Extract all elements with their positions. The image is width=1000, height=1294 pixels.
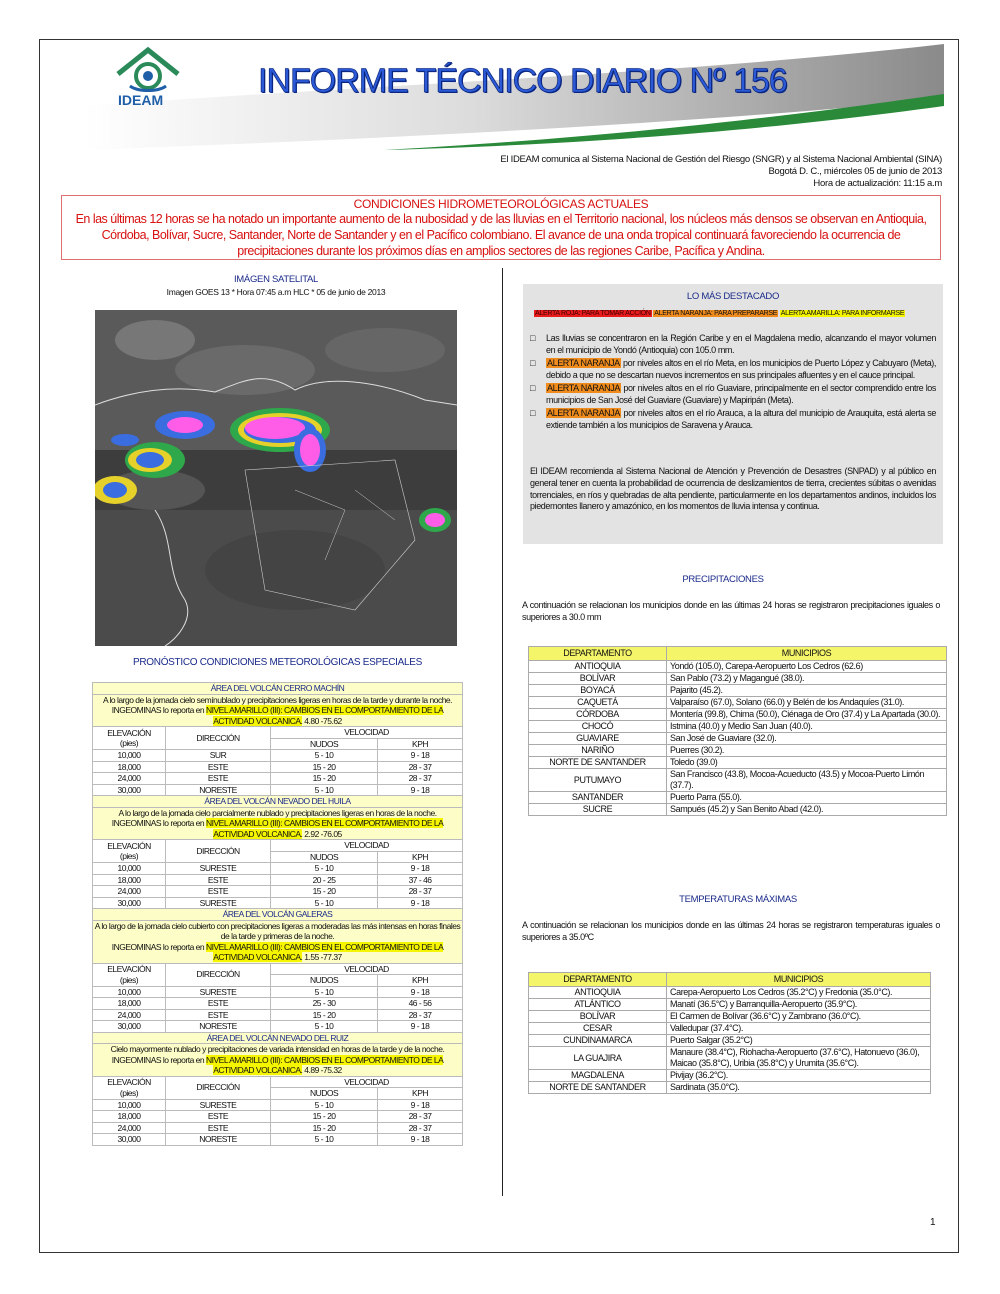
department-cell: ANTIOQUIA: [529, 987, 667, 999]
forecast-table: [92, 682, 463, 1146]
forecast-text: A lo largo de la jornada cielo cubierto con precipitaciones ligeras a moderadas las más intensas en horas finales de la tarde y primeras de la noche.: [94, 920, 461, 941]
municipalities-cell: San Pablo (73.2) y Magangué (38.0).: [667, 673, 947, 685]
col-header: DEPARTAMENTO: [529, 973, 667, 987]
table-row: [529, 757, 947, 769]
kph-cell: 28 - 37: [378, 886, 463, 898]
department-cell: CUNDINAMARCA: [529, 1035, 667, 1047]
feet-label: (pies): [119, 974, 139, 985]
alert-level: NIVEL AMARILLO (III): CAMBIOS EN EL COMPORTAMIENTO DE LA ACTIVIDAD VOLCANICA.: [205, 818, 444, 839]
kph-header: KPH: [378, 975, 463, 987]
forecast-text: A lo largo de la jornada cielo parcialmente nublado y precipitaciones ligeras en horas de la noche.: [118, 807, 437, 818]
highlights-title: LO MÁS DESTACADO: [686, 291, 780, 302]
volcano-description: [93, 1044, 463, 1077]
checkbox-icon: □: [530, 408, 536, 418]
table-row: [93, 863, 463, 875]
direction-cell: ESTE: [166, 1009, 271, 1021]
table-row: [93, 897, 463, 909]
direction-cell: NORESTE: [166, 1134, 271, 1146]
direction-cell: ESTE: [166, 1111, 271, 1123]
table-row: [93, 773, 463, 785]
municipalities-cell: Sampués (45.2) y San Benito Abad (42.0).: [667, 804, 947, 816]
kph-cell: 28 - 37: [378, 761, 463, 773]
table-row: [93, 1111, 463, 1123]
forecast-text: A lo largo de la jornada cielo semínublado y precipitaciones ligeras en horas de la tarde y durante la noche.: [102, 694, 453, 705]
department-cell: CAQUETÁ: [529, 697, 667, 709]
conditions-box: [61, 195, 941, 260]
elevation-cell: 10,000: [93, 863, 166, 875]
table-row: [93, 761, 463, 773]
knots-cell: 25 - 30: [271, 998, 378, 1010]
elevation-cell: 30,000: [93, 784, 166, 796]
velocity-header: VELOCIDAD: [271, 963, 463, 975]
satellite-image: [95, 310, 457, 646]
department-cell: CESAR: [529, 1023, 667, 1035]
table-row: [529, 1023, 931, 1035]
feet-label: (pies): [119, 1087, 139, 1098]
alert-level: NIVEL AMARILLO (III): CAMBIOS EN EL COMPORTAMIENTO DE LA ACTIVIDAD VOLCANICA.: [205, 1054, 444, 1075]
elevation-cell: 18,000: [93, 874, 166, 886]
volcano-coords: 1.55 -77.37: [304, 952, 342, 962]
kph-cell: 9 - 18: [378, 1134, 463, 1146]
direction-cell: SUR: [166, 750, 271, 762]
table-row: [529, 1011, 931, 1023]
elevation-header: [93, 1076, 166, 1099]
bullet-text: por niveles altos en el río Arauca, a la altura del municipio de Arauquita, está alerta se extiende también a los municipios de Saravena y Arauca.: [546, 408, 937, 430]
alert-level: NIVEL AMARILLO (III): CAMBIOS EN EL COMPORTAMIENTO DE LA ACTIVIDAD VOLCANICA.: [205, 941, 444, 962]
volcano-description: [93, 694, 463, 727]
conditions-title: CONDICIONES HIDROMETEOROLÓGICAS ACTUALES: [353, 197, 649, 211]
header-update-time: Hora de actualización: 11:15 a.m: [813, 178, 942, 189]
legend-yellow: ALERTA AMARILLA: PARA INFORMARSE: [780, 310, 905, 317]
volcano-description: [93, 920, 463, 963]
knots-header: NUDOS: [271, 851, 378, 863]
direction-header: DIRECCIÓN: [166, 963, 271, 986]
direction-header: DIRECCIÓN: [166, 727, 271, 750]
municipalities-cell: Sardinata (35.0°C).: [667, 1082, 931, 1094]
direction-cell: ESTE: [166, 773, 271, 785]
bullet-text: por niveles altos en el río Meta, en los municipios de Puerto López y Cabuyaro (Meta), debido a que no se descartan nuevos incrementos en sus principales afluentes y en el cauce principal.: [546, 358, 936, 380]
table-row: [529, 721, 947, 733]
table-row: [93, 874, 463, 886]
department-cell: GUAVIARE: [529, 733, 667, 745]
table-row: [529, 697, 947, 709]
elevation-label: ELEVACIÓN: [107, 840, 151, 851]
list-item: [530, 408, 936, 431]
department-cell: SANTANDER: [529, 792, 667, 804]
table-row: [529, 792, 947, 804]
legend-red: ALERTA ROJA: PARA TOMAR ACCIÓN: [535, 310, 651, 317]
direction-cell: NORESTE: [166, 784, 271, 796]
table-row: [93, 986, 463, 998]
municipalities-cell: San José de Guaviare (32.0).: [667, 733, 947, 745]
velocity-header: VELOCIDAD: [271, 727, 463, 739]
department-cell: NARIÑO: [529, 745, 667, 757]
department-cell: CHOCÓ: [529, 721, 667, 733]
knots-cell: 5 - 10: [271, 897, 378, 909]
table-row: [529, 999, 931, 1011]
department-cell: BOLÍVAR: [529, 673, 667, 685]
page-number: 1: [930, 1217, 936, 1228]
municipalities-cell: Pajarito (45.2).: [667, 685, 947, 697]
report-prefix: INGEOMINAS lo reporta en: [111, 1054, 206, 1065]
kph-cell: 9 - 18: [378, 986, 463, 998]
knots-cell: 5 - 10: [271, 750, 378, 762]
elevation-cell: 30,000: [93, 897, 166, 909]
table-row: [529, 685, 947, 697]
volcano-title: ÁREA DEL VOLCÁN CERRO MACHÍN: [93, 683, 463, 695]
municipalities-cell: Yondó (105.0), Carepa-Aeropuerto Los Cedros (62.6): [667, 661, 947, 673]
department-cell: BOLÍVAR: [529, 1011, 667, 1023]
municipalities-cell: Manatí (36.5°C) y Barranquilla-Aeropuerto (35.9°C).: [667, 999, 931, 1011]
department-cell: BOYACÁ: [529, 685, 667, 697]
kph-header: KPH: [378, 1088, 463, 1100]
knots-cell: 20 - 25: [271, 874, 378, 886]
table-row: [93, 1099, 463, 1111]
department-cell: CÓRDOBA: [529, 709, 667, 721]
kph-cell: 9 - 18: [378, 863, 463, 875]
municipalities-cell: Valledupar (37.4°C).: [667, 1023, 931, 1035]
municipalities-cell: Puerres (30.2).: [667, 745, 947, 757]
knots-cell: 5 - 10: [271, 986, 378, 998]
conditions-text: En las últimas 12 horas se ha notado un importante aumento de la nubosidad y de las lluvias en el Territorio nacional, los núcleos más densos se observan en Antioquia, Córdoba, Bolívar, Sucre, Santander, Norte de Santander y en el Pacífico colombiano. El avance de una onda tropical continuará favoreciendo la ocurrencia de precipitaciones durante los próximos días en amplios sectores de las regiones Caribe, Pacífica y Andina.: [75, 212, 927, 258]
feet-label: (pies): [119, 738, 139, 748]
direction-cell: SURESTE: [166, 1099, 271, 1111]
table-row: [529, 661, 947, 673]
direction-cell: NORESTE: [166, 1021, 271, 1033]
report-prefix: INGEOMINAS lo reporta en: [111, 941, 206, 952]
municipalities-cell: Valparaíso (67.0), Solano (66.0) y Belén de los Andaquíes (31.0).: [667, 697, 947, 709]
municipalities-cell: Carepa-Aeropuerto Los Cedros (35.2°C) y Fredonia (35.0°C).: [667, 987, 931, 999]
elevation-cell: 18,000: [93, 761, 166, 773]
knots-cell: 5 - 10: [271, 784, 378, 796]
direction-cell: ESTE: [166, 886, 271, 898]
direction-cell: SURESTE: [166, 897, 271, 909]
table-row: [529, 769, 947, 792]
department-cell: SUCRE: [529, 804, 667, 816]
table-row: [529, 987, 931, 999]
department-cell: LA GUAJIRA: [529, 1047, 667, 1070]
elevation-cell: 24,000: [93, 773, 166, 785]
col-header: MUNICIPIOS: [667, 647, 947, 661]
report-prefix: INGEOMINAS lo reporta en: [111, 705, 206, 715]
table-row: [93, 750, 463, 762]
elevation-cell: 10,000: [93, 1099, 166, 1111]
legend-orange: ALERTA NARANJA: PARA PREPARARSE: [654, 310, 778, 317]
knots-cell: 5 - 10: [271, 1021, 378, 1033]
page-title: INFORME TÉCNICO DIARIO Nº 156: [258, 62, 787, 100]
elevation-cell: 10,000: [93, 986, 166, 998]
direction-cell: ESTE: [166, 761, 271, 773]
alert-level: NIVEL AMARILLO (III): CAMBIOS EN EL COMPORTAMIENTO DE LA ACTIVIDAD VOLCANICA.: [205, 705, 444, 726]
municipalities-cell: Puerto Salgar (35.2°C): [667, 1035, 931, 1047]
volcano-coords: 4.80 -75.62: [304, 715, 342, 726]
elevation-label: ELEVACIÓN: [107, 1077, 151, 1087]
elevation-cell: 24,000: [93, 1009, 166, 1021]
department-cell: NORTE DE SANTANDER: [529, 757, 667, 769]
direction-cell: ESTE: [166, 874, 271, 886]
table-row: [529, 709, 947, 721]
table-row: [529, 733, 947, 745]
elevation-label: ELEVACIÓN: [107, 727, 151, 738]
knots-cell: 5 - 10: [271, 1099, 378, 1111]
municipalities-cell: Pivijay (36.2°C).: [667, 1070, 931, 1082]
alert-tag: ALERTA NARANJA: [547, 358, 620, 368]
volcano-description: [93, 807, 463, 840]
satellite-title: IMÁGEN SATELITAL: [233, 274, 319, 285]
volcano-coords: 2.92 -76.05: [304, 828, 342, 839]
knots-cell: 5 - 10: [271, 1134, 378, 1146]
table-row: [529, 745, 947, 757]
list-item: [530, 383, 936, 406]
velocity-header: VELOCIDAD: [271, 1076, 463, 1088]
elevation-cell: 30,000: [93, 1134, 166, 1146]
department-cell: ATLÁNTICO: [529, 999, 667, 1011]
kph-header: KPH: [378, 738, 463, 750]
kph-cell: 9 - 18: [378, 784, 463, 796]
recommendation-text: El IDEAM recomienda al Sistema Nacional de Atención y Prevención de Desastres (SNPAD) y al público en general tener en cuenta la probabilidad de ocurrencia de deslizamientos de tierra, crecientes súbitas o avenidas torrenciales, en ríos y quebradas de alta pendiente, particularmente en los departamentos andinos, incluidos los piedemontes llanero y amazónico, en los momentos de lluvia intensa y continua.: [530, 466, 936, 512]
knots-cell: 15 - 20: [271, 1009, 378, 1021]
checkbox-icon: □: [530, 333, 536, 343]
knots-cell: 15 - 20: [271, 1111, 378, 1123]
table-row: [93, 1134, 463, 1146]
alert-tag: ALERTA NARANJA: [547, 408, 620, 418]
logo-text: IDEAM: [118, 92, 164, 108]
bullet-text: Las lluvias se concentraron en la Región Caribe y en el Magdalena medio, alcanzando el mayor volumen en el municipio de Yondó (Antioquia) con 105.0 mm.: [546, 333, 936, 355]
table-row: [529, 1047, 931, 1070]
alert-tag: ALERTA NARANJA: [547, 383, 620, 393]
header-date: Bogotá D. C., miércoles 05 de junio de 2013: [768, 166, 942, 177]
precip-title: PRECIPITACIONES: [682, 574, 764, 585]
knots-cell: 15 - 20: [271, 773, 378, 785]
column-divider: [502, 268, 503, 1196]
alert-legend: [534, 310, 905, 317]
kph-cell: 28 - 37: [378, 1111, 463, 1123]
precip-intro: A continuación se relacionan los municipios donde en las últimas 24 horas se registraron precipitaciones iguales o superiores a 30.0 mm: [522, 600, 940, 622]
kph-cell: 9 - 18: [378, 1021, 463, 1033]
table-row: [529, 1070, 931, 1082]
feet-label: (pies): [119, 851, 139, 861]
knots-cell: 15 - 20: [271, 761, 378, 773]
temps-table: [528, 972, 931, 1094]
municipalities-cell: Istmina (40.0) y Medio San Juan (40.0).: [667, 721, 947, 733]
checkbox-icon: □: [530, 358, 536, 368]
municipalities-cell: San Francisco (43.8), Mocoa-Acueducto (43.5) y Mocoa-Puerto Limón (37.7).: [667, 769, 947, 792]
table-row: [93, 1122, 463, 1134]
municipalities-cell: El Carmen de Bolívar (36.6°C) y Zambrano (36.0°C).: [667, 1011, 931, 1023]
table-row: [529, 804, 947, 816]
header-line-1: El IDEAM comunica al Sistema Nacional de Gestión del Riesgo (SNGR) y al Sistema Nacional Ambiental (SINA): [500, 154, 942, 165]
elevation-cell: 24,000: [93, 886, 166, 898]
volcano-title: ÁREA DEL VOLCÁN GALERAS: [93, 909, 463, 921]
table-row: [93, 1021, 463, 1033]
table-row: [529, 673, 947, 685]
elevation-label: ELEVACIÓN: [107, 964, 151, 974]
department-cell: PUTUMAYO: [529, 769, 667, 792]
kph-cell: 28 - 37: [378, 1122, 463, 1134]
table-row: [529, 1082, 931, 1094]
list-item: [530, 333, 936, 356]
municipalities-cell: Manaure (38.4°C), Riohacha-Aeropuerto (37.6°C), Hatonuevo (36.0), Maicao (35.8°C), Uribia (35.8°C) y Urumita (35.6°C).: [667, 1047, 931, 1070]
elevation-cell: 30,000: [93, 1021, 166, 1033]
department-cell: ANTIOQUIA: [529, 661, 667, 673]
municipalities-cell: Toledo (39.0): [667, 757, 947, 769]
knots-header: NUDOS: [271, 1088, 378, 1100]
elevation-header: [93, 727, 166, 750]
highlights-list: [530, 333, 936, 433]
list-item: [530, 358, 936, 381]
direction-cell: SURESTE: [166, 986, 271, 998]
table-row: [93, 886, 463, 898]
direction-cell: SURESTE: [166, 863, 271, 875]
col-header: DEPARTAMENTO: [529, 647, 667, 661]
volcano-title: ÁREA DEL VOLCÁN NEVADO DEL HUILA: [93, 796, 463, 808]
kph-cell: 9 - 18: [378, 897, 463, 909]
department-cell: NORTE DE SANTANDER: [529, 1082, 667, 1094]
elevation-header: [93, 963, 166, 986]
elevation-cell: 24,000: [93, 1122, 166, 1134]
volcano-coords: 4.89 -75.32: [304, 1065, 342, 1075]
knots-header: NUDOS: [271, 975, 378, 987]
velocity-header: VELOCIDAD: [271, 840, 463, 852]
checkbox-icon: □: [530, 383, 536, 393]
forecast-text: Cielo mayormente nublado y precipitaciones de variada intensidad en horas de la tarde y de la noche.: [110, 1044, 445, 1054]
direction-cell: ESTE: [166, 1122, 271, 1134]
direction-header: DIRECCIÓN: [166, 1076, 271, 1099]
bullet-text: por niveles altos en el río Guaviare, principalmente en el sector comprendido entre los municipios de San José del Guaviare (Guaviare) y Mapiripán (Meta).: [546, 383, 936, 405]
kph-cell: 46 - 56: [378, 998, 463, 1010]
forecast-title: PRONÓSTICO CONDICIONES METEOROLÓGICAS ESPECIALES: [133, 657, 422, 668]
volcano-title: ÁREA DEL VOLCÁN NEVADO DEL RUIZ: [93, 1032, 463, 1044]
kph-cell: 9 - 18: [378, 750, 463, 762]
knots-cell: 5 - 10: [271, 863, 378, 875]
knots-cell: 15 - 20: [271, 1122, 378, 1134]
report-prefix: INGEOMINAS lo reporta en: [111, 818, 206, 828]
temps-intro: A continuación se relacionan los municipios donde en las últimas 24 horas se registraron temperaturas iguales o superiores a 35.0ºC: [522, 920, 940, 942]
department-cell: MAGDALENA: [529, 1070, 667, 1082]
elevation-cell: 18,000: [93, 998, 166, 1010]
municipalities-cell: Puerto Parra (55.0).: [667, 792, 947, 804]
table-row: [529, 1035, 931, 1047]
knots-header: NUDOS: [271, 738, 378, 750]
kph-header: KPH: [378, 851, 463, 863]
table-row: [93, 998, 463, 1010]
elevation-cell: 18,000: [93, 1111, 166, 1123]
municipalities-cell: Montería (99.8), Chima (50.0), Ciénaga de Oro (37.4) y La Apartada (30.0).: [667, 709, 947, 721]
kph-cell: 9 - 18: [378, 1099, 463, 1111]
elevation-cell: 10,000: [93, 750, 166, 762]
knots-cell: 15 - 20: [271, 886, 378, 898]
satellite-caption: Imagen GOES 13 * Hora 07:45 a.m HLC * 05 de junio de 2013: [166, 287, 386, 297]
direction-header: DIRECCIÓN: [166, 840, 271, 863]
temps-title: TEMPERATURAS MÁXIMAS: [679, 894, 797, 905]
table-row: [93, 784, 463, 796]
elevation-header: [93, 840, 166, 863]
precip-table: [528, 646, 947, 816]
col-header: MUNICIPIOS: [667, 973, 931, 987]
kph-cell: 37 - 46: [378, 874, 463, 886]
table-row: [93, 1009, 463, 1021]
kph-cell: 28 - 37: [378, 773, 463, 785]
direction-cell: ESTE: [166, 998, 271, 1010]
kph-cell: 28 - 37: [378, 1009, 463, 1021]
